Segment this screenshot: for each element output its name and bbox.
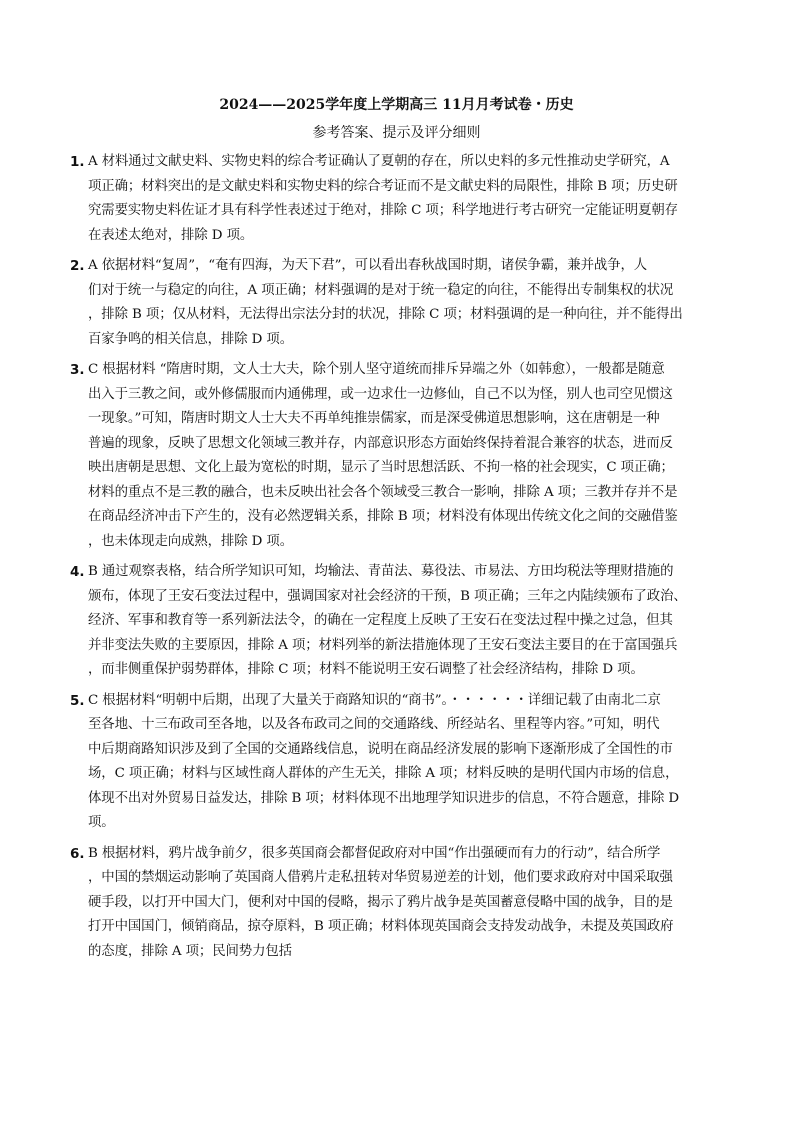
answer-text-line: B 通过观察表格，结合所学知识可知，均输法、青苗法、募役法、市易法、方田均税法等理财措施的: [88, 564, 674, 579]
answer-text-line: 并非变法失败的主要原因，排除 A 项；材料列举的新法措施体现了王安石变法主要目的在于富国强兵: [88, 637, 678, 653]
answer-text-line: ，排除 B 项；仅从材料，无法得出宗法分封的状况，排除 C 项；材料强调的是一种向往，并不能得出: [88, 307, 683, 322]
answer-list: [70, 150, 710, 970]
answer-text-line: 出入于三教之间，或外修儒服而内通佛理，或一边求仕一边修仙，自己不以为怪，别人也司空见惯这: [88, 386, 673, 402]
answer-text-line: 经济、军事和教育等一系列新法法令，的确在一定程度上反映了王安石在变法过程中操之过急，但其: [88, 613, 673, 628]
answer-text-line: C 根据材料“明朝中后期，出现了大量关于商路知识的“商书”。・・・・・・详细记载了由南北二京: [88, 692, 661, 708]
answer-item: [70, 689, 710, 836]
answer-text-line: C 根据材料 “隋唐时期，文人士大夫，除个别人坚守道统而排斥异端之外（如韩愈），一般都是随意: [88, 362, 665, 377]
answer-text-line: 材料的重点不是三教的融合，也未反映出社会各个领域受三教合一影响，排除 A 项；三教并存并不是: [88, 484, 678, 500]
answer-text-line: A 依据材料“复周”，“奄有四海，为天下君”，可以看出春秋战国时期，诸侯争霸，兼并战争，人: [88, 258, 648, 273]
answer-text-line: ，而非侧重保护弱势群体，排除 C 项；材料不能说明王安石调整了社会经济结构，排除 D 项。: [88, 662, 644, 677]
answer-item: [70, 254, 710, 352]
answer-text-line: 一现象。”可知，隋唐时期文人士大夫不再单纯推崇儒家，而是深受佛道思想影响，这在唐朝是一种: [88, 411, 660, 426]
answer-text-line: ，也未体现走向成熟，排除 D 项。: [88, 533, 294, 549]
answer-text-line: B 根据材料，鸦片战争前夕，很多英国商会都督促政府对中国“作出强硬而有力的行动”，结合所学: [88, 845, 661, 861]
answer-text-line: ，中国的禁烟运动影响了英国商人借鸦片走私扭转对华贸易逆差的计划，他们要求政府对中国采取强: [88, 870, 673, 885]
answer-text-line: 普遍的现象，反映了思想文化领域三教并存，内部意识形态方面始终保持着混合兼容的状态，进而反: [88, 435, 673, 451]
answer-text-line: 映出唐朝是思想、文化上最为宽松的时期，显示了当时思想活跃、不拘一格的社会现实，C 项正确；: [88, 460, 674, 475]
answer-text-line: 硬手段，以打开中国大门，便利对中国的侵略，揭示了鸦片战争是英国蓄意侵略中国的战争，目的是: [88, 894, 673, 910]
answer-item: [70, 560, 710, 683]
answer-text-line: 至各地、十三布政司至各地，以及各布政司之间的交通路线、所经站名、里程等内容。”可知，明代: [88, 717, 660, 732]
answer-text-line: 颁布，体现了王安石变法过程中，强调国家对社会经济的干预，B 项正确；三年之内陆续颁布了政治、: [88, 588, 687, 604]
answer-text-line: 究需要实物史料佐证才具有科学性表述过于绝对，排除 C 项；科学地进行考古研究一定能证明夏朝存: [88, 203, 678, 218]
page-subtitle: 参考答案、提示及评分细则: [312, 125, 481, 141]
answer-text-line: 们对于统一与稳定的向往，A 项正确；材料强调的是对于统一稳定的向往，不能得出专制集权的状况: [88, 282, 674, 298]
answer-text-line: 中后期商路知识涉及到了全国的交通路线信息，说明在商品经济发展的影响下逐渐形成了全国性的市: [88, 741, 673, 757]
answer-text-line: 在表述太绝对，排除 D 项。: [88, 227, 254, 243]
answer-text-line: 场，C 项正确；材料与区域性商人群体的产生无关，排除 A 项；材料反映的是明代国内市场的信息，: [88, 766, 679, 781]
answer-text-line: A 材料通过文献史料、实物史料的综合考证确认了夏朝的存在，所以史料的多元性推动史学研究，A: [88, 154, 670, 169]
answer-number: 2.: [70, 258, 85, 274]
answer-number: 1.: [70, 154, 85, 170]
answer-item: [70, 150, 710, 248]
answer-number: 5.: [70, 692, 85, 709]
answer-text-line: 在商品经济冲击下产生的，没有必然逻辑关系，排除 B 项；材料没有体现出传统文化之间的交融借鉴: [88, 509, 678, 524]
answer-item: [70, 842, 710, 965]
answer-text-line: 体现不出对外贸易日益发达，排除 B 项；材料体现不出地理学知识进步的信息，不符合题意，排除 D: [88, 790, 680, 806]
answer-number: 4.: [70, 564, 85, 580]
answer-item: [70, 358, 710, 554]
answer-text-line: 的态度，排除 A 项；民间势力包括: [88, 943, 292, 959]
answer-text-line: 项。: [88, 815, 115, 830]
page-title: 2024——2025学年度上学期高三 11月月考试卷・历史: [219, 97, 574, 113]
answer-text-line: 百家争鸣的相关信息，排除 D 项。: [88, 331, 294, 347]
answer-text-line: 项正确；材料突出的是文献史料和实物史料的综合考证而不是文献史料的局限性，排除 B 项；历史研: [88, 178, 678, 194]
answer-number: 3.: [70, 362, 85, 378]
answer-number: 6.: [70, 845, 85, 862]
answer-text-line: 打开中国国门，倾销商品，掠夺原料，B 项正确；材料体现英国商会支持发动战争，未提及英国政府: [88, 919, 674, 934]
